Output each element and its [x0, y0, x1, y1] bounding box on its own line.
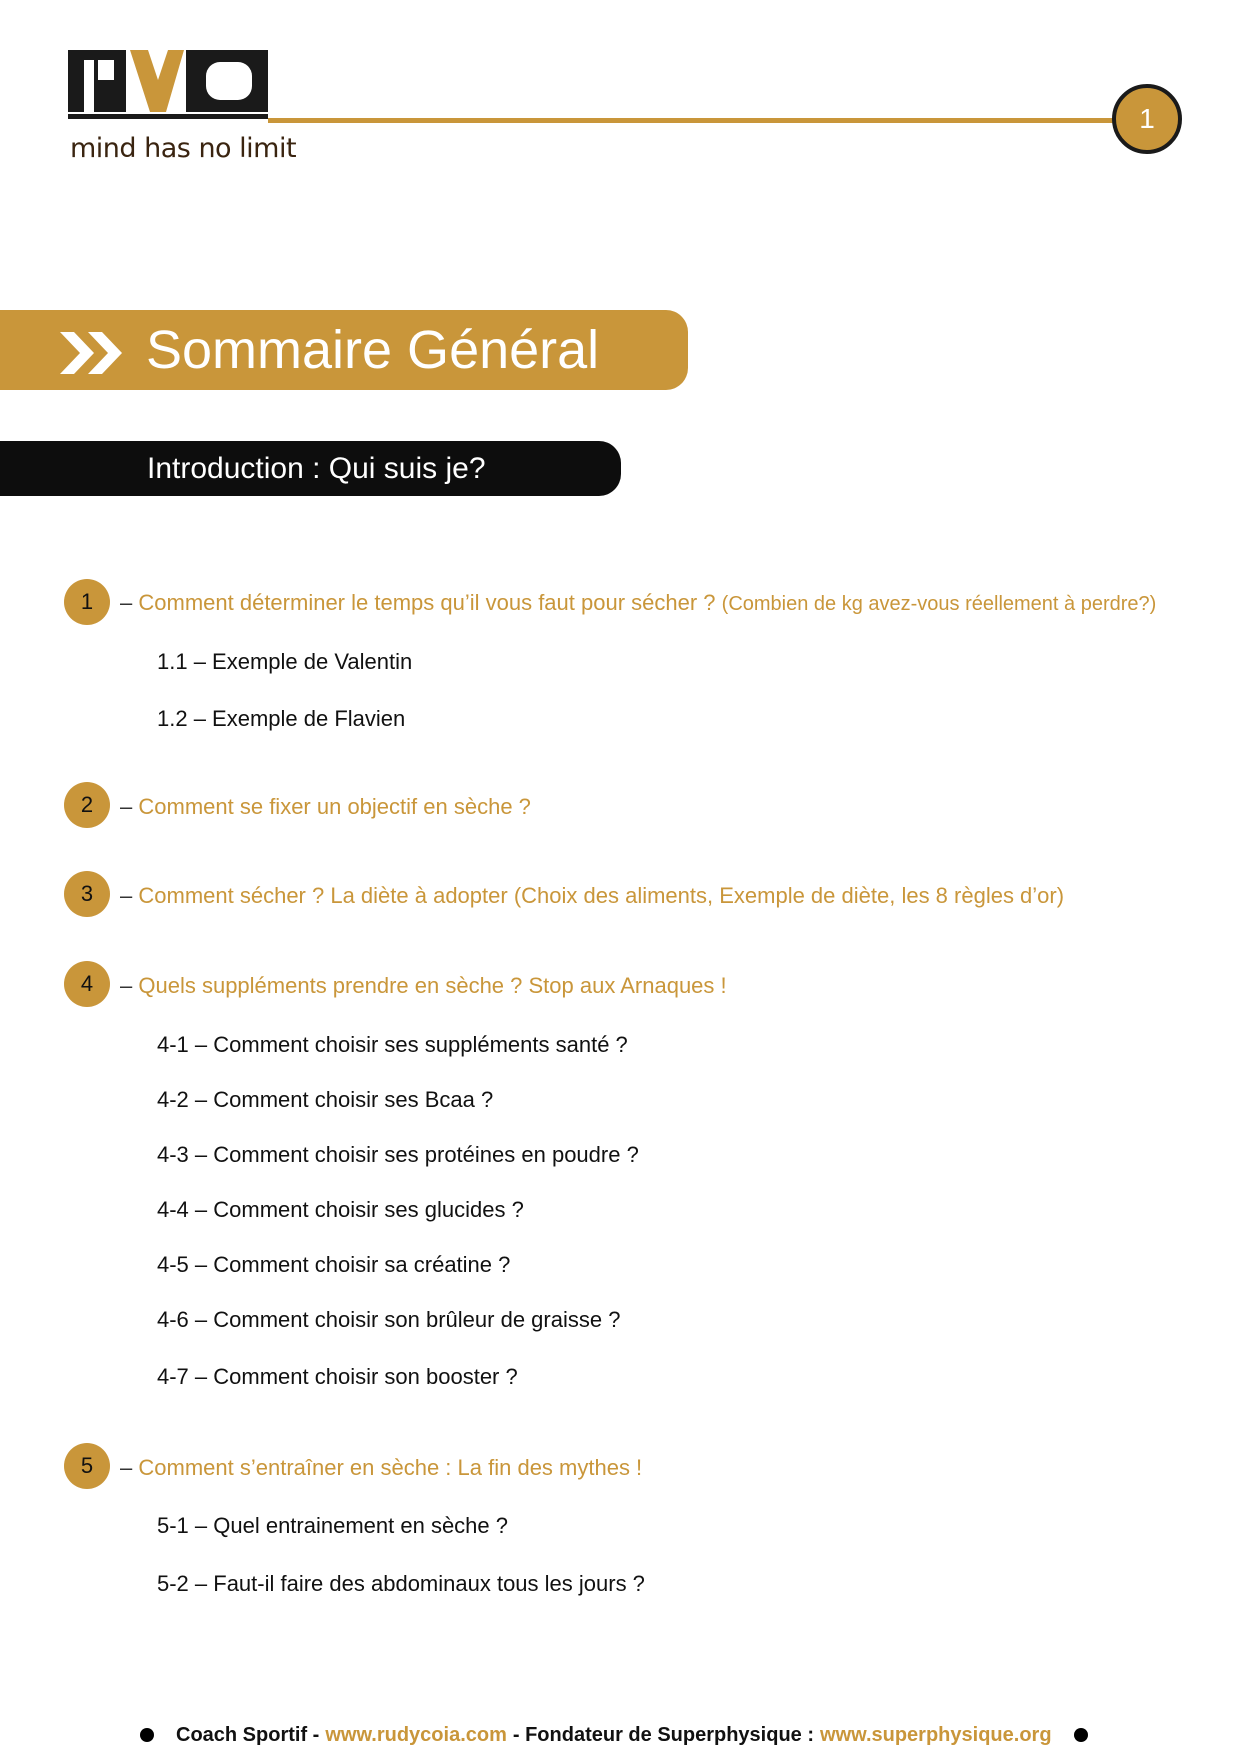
subsection-item: 1.2 – Exemple de Flavien — [157, 706, 406, 731]
subsection-item: 4-7 – Comment choisir son booster ? — [157, 1364, 518, 1389]
footer — [140, 1720, 1140, 1750]
header-rule — [268, 118, 1118, 123]
section-number-badge: 1 — [64, 579, 110, 625]
section-number-badge: 4 — [64, 961, 110, 1007]
subsection-item: 4-4 – Comment choisir ses glucides ? — [157, 1197, 524, 1222]
section-number-badge: 3 — [64, 871, 110, 917]
subsection-item: 5-2 – Faut-il faire des abdominaux tous les jours ? — [157, 1571, 645, 1596]
section-title: – Comment sécher ? La diète à adopter (Choix des aliments, Exemple de diète, les 8 règles d’or) — [120, 883, 1065, 908]
section-title: – Comment s’entraîner en sèche : La fin des mythes ! — [120, 1455, 643, 1480]
subsection-item: 4-3 – Comment choisir ses protéines en poudre ? — [157, 1142, 639, 1167]
section-number-badge: 5 — [64, 1443, 110, 1489]
section-title: – Comment déterminer le temps qu’il vous faut pour sécher ? (Combien de kg avez-vous réellement à perdre?) — [120, 590, 1157, 615]
subsection-item: 4-2 – Comment choisir ses Bcaa ? — [157, 1087, 494, 1112]
bullet-icon — [1074, 1728, 1088, 1742]
footer-founder-link[interactable]: www.superphysique.org — [820, 1723, 1052, 1746]
subsection-item: 5-1 – Quel entrainement en sèche ? — [157, 1513, 509, 1538]
logo-tagline: mind has no limit — [70, 133, 297, 164]
page-title: Sommaire Général — [146, 320, 600, 380]
footer-founder-label: - Fondateur de Superphysique : — [512, 1723, 815, 1746]
page-number-badge: 1 — [1112, 84, 1182, 154]
subsection-item: 4-1 – Comment choisir ses suppléments santé ? — [157, 1032, 628, 1057]
section-title: – Comment se fixer un objectif en sèche ? — [120, 794, 531, 819]
section-title: – Quels suppléments prendre en sèche ? Stop aux Arnaques ! — [120, 973, 727, 998]
footer-coach-link[interactable]: www.rudycoia.com — [325, 1723, 507, 1746]
double-chevron-icon — [60, 332, 126, 374]
subsection-item: 4-5 – Comment choisir sa créatine ? — [157, 1252, 511, 1277]
subsection-item: 1.1 – Exemple de Valentin — [157, 649, 413, 674]
intro-heading: Introduction : Qui suis je? — [147, 452, 486, 485]
bullet-icon — [140, 1728, 154, 1742]
section-number-badge: 2 — [64, 782, 110, 828]
subsection-item: 4-6 – Comment choisir son brûleur de graisse ? — [157, 1307, 621, 1332]
footer-coach-label: Coach Sportif - — [176, 1723, 320, 1746]
